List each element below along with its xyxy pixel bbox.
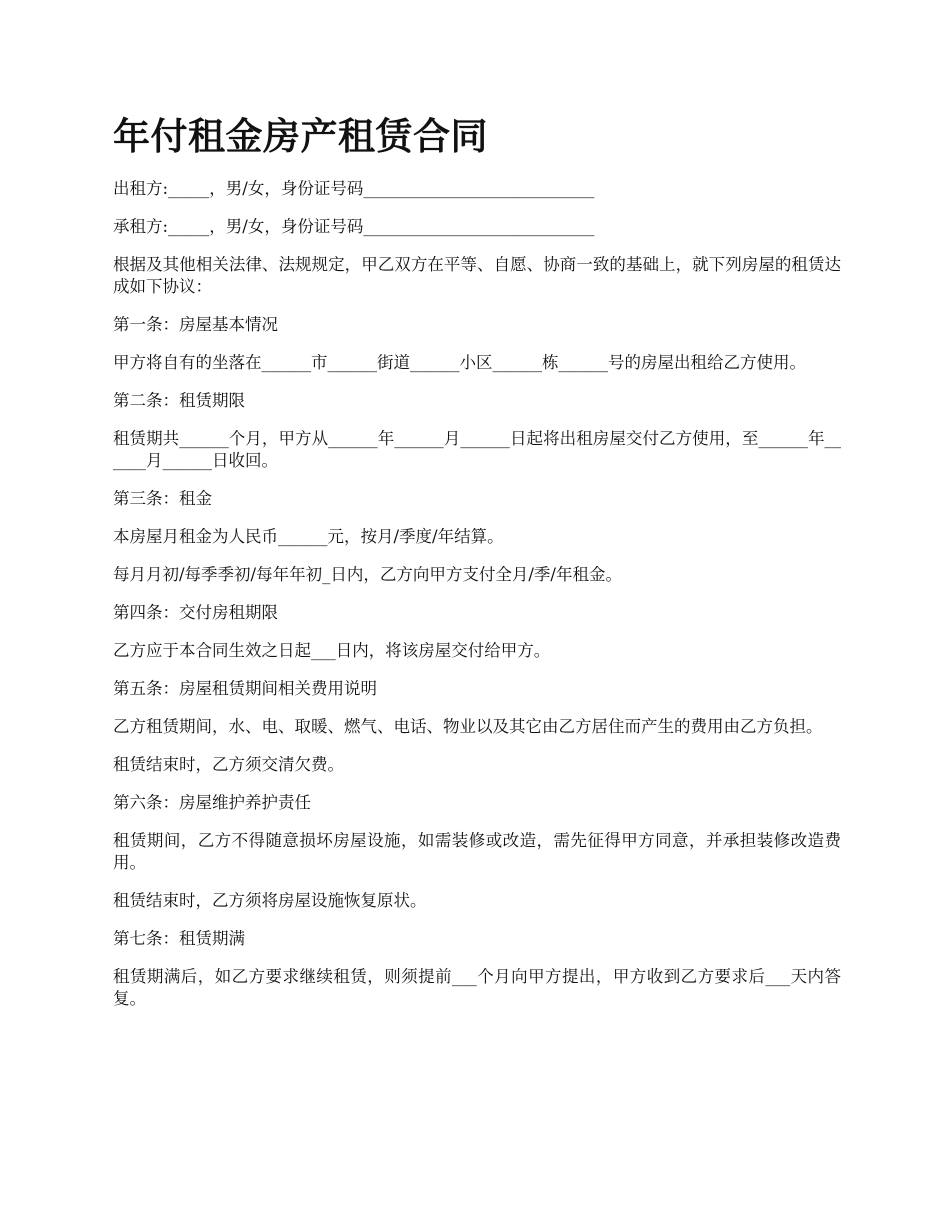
article-5-text-settlement: 租赁结束时，乙方须交清欠费。	[113, 755, 344, 774]
article-4-heading: 第四条：交付房租期限	[113, 603, 278, 622]
article-7-text: 租赁期满后，如乙方要求继续租赁，则须提前___个月向甲方提出，甲方收到乙方要求后___天内答复。	[113, 967, 841, 1008]
article-6-text-restore: 租赁结束时，乙方须将房屋设施恢复原状。	[113, 891, 427, 910]
article-3-text-payment: 每月月初/每季季初/每年年初_日内，乙方向甲方支付全月/季/年租金。	[113, 565, 622, 584]
article-2-text: 租赁期共______个月，甲方从______年______月______日起将出租房屋交付乙方使用，至______年______月______日收回。	[113, 429, 841, 470]
article-1-text: 甲方将自有的坐落在______市______街道______小区______栋______号的房屋出租给乙方使用。	[113, 353, 806, 372]
article-6-heading: 第六条：房屋维护养护责任	[113, 793, 311, 812]
document-page	[113, 108, 841, 1026]
article-3-heading: 第三条：租金	[113, 489, 212, 508]
article-4-text: 乙方应于本合同生效之日起___日内，将该房屋交付给甲方。	[113, 641, 551, 660]
paragraph-lessor: 出租方:_____，男/女，身份证号码____________________________	[113, 179, 595, 198]
article-7-heading: 第七条：租赁期满	[113, 929, 245, 948]
paragraph-lessee: 承租方:_____，男/女，身份证号码____________________________	[113, 217, 595, 236]
document-title: 年付租金房产租赁合同	[113, 114, 488, 158]
article-1-heading: 第一条：房屋基本情况	[113, 315, 278, 334]
article-3-text-rent: 本房屋月租金为人民币______元，按月/季度/年结算。	[113, 527, 504, 546]
article-2-heading: 第二条：租赁期限	[113, 391, 245, 410]
article-5-heading: 第五条：房屋租赁期间相关费用说明	[113, 679, 377, 698]
article-5-text-costs: 乙方租赁期间，水、电、取暖、燃气、电话、物业以及其它由乙方居住而产生的费用由乙方负担。	[113, 717, 823, 736]
paragraph-preamble: 根据及其他相关法律、法规规定，甲乙双方在平等、自愿、协商一致的基础上，就下列房屋的租赁达成如下协议：	[113, 255, 841, 296]
article-6-text-maintenance: 租赁期间，乙方不得随意损坏房屋设施，如需装修或改造，需先征得甲方同意，并承担装修改造费用。	[113, 831, 841, 872]
